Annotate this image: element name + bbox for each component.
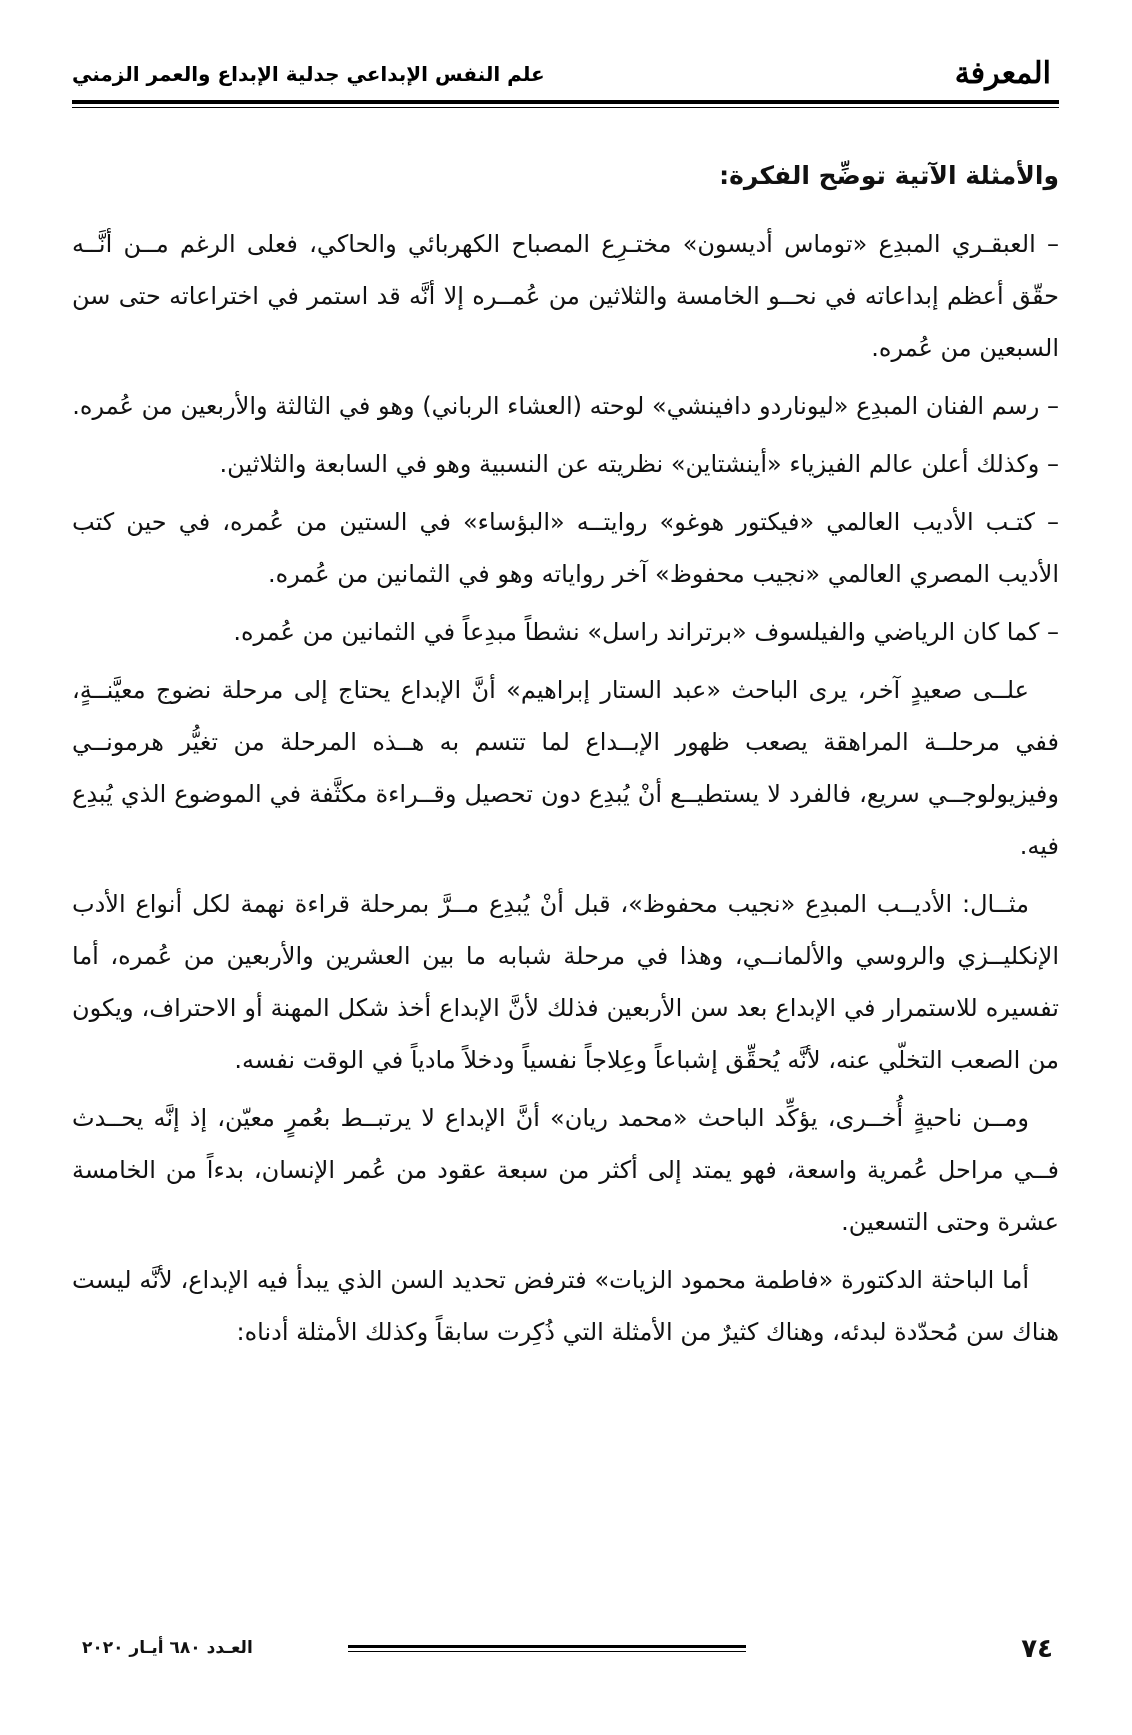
issue-info: العـدد ٦٨٠ أيـار ٢٠٢٠ — [82, 1638, 253, 1658]
section-heading: والأمثلة الآتية توضِّح الفكرة: — [719, 161, 1059, 190]
paragraph-edison: – العبقـري المبدِع «توماس أديسون» مختـرِع المصباح الكهربائي والحاكي، فعلى الرغم مــن أنَّــه حقّق أعظم إبداعاته في نحــو الخامسة والثلاثين من عُمــره إلا أنَّه قد استمر في اختراعاته حتى سن السبعين من عُمره. — [72, 230, 1059, 362]
paragraph-davinci: – رسم الفنان المبدِع «ليوناردو دافينشي» لوحته (العشاء الرباني) وهو في الثالثة والأربعين من عُمره. — [72, 392, 1059, 420]
paragraph-einstein: – وكذلك أعلن عالم الفيزياء «أينشتاين» نظريته عن النسبية وهو في السابعة والثلاثين. — [219, 450, 1059, 478]
header-rule-thick — [72, 100, 1059, 104]
header-rule-thin — [72, 107, 1059, 108]
page-header — [72, 52, 1059, 100]
running-title: علم النفس الإبداعي جدلية الإبداع والعمر الزمني — [72, 62, 545, 86]
article-body — [72, 150, 1059, 1364]
paragraph-zayyat: أما الباحثة الدكتورة «فاطمة محمود الزيات» فترفض تحديد السن الذي يبدأ فيه الإبداع، لأنَّه ليست هناك سن مُحدّدة لبدئه، وهناك كثيرٌ من الأمثلة التي ذُكِرت سابقاً وكذلك الأمثلة أدناه: — [72, 1266, 1059, 1346]
paragraph-hugo-mahfouz: – كتـب الأديب العالمي «فيكتور هوغو» روايتــه «البؤساء» في الستين من عُمره، في حين كتب الأديب المصري العالمي «نجيب محفوظ» آخر رواياته وهو في الثمانين من عُمره. — [72, 508, 1059, 588]
paragraph-abdel-sattar: علــى صعيدٍ آخر، يرى الباحث «عبد الستار إبراهيم» أنَّ الإبداع يحتاج إلى مرحلة نضوج معيَّنــةٍ، ففي مرحلــة المراهقة يصعب ظهور الإبــداع لما تتسم به هــذه المرحلة من تغيُّر هرمونــي وفيزيولوجــي سريع، فالفرد لا يستطيــع أنْ يُبدِع دون تحصيل وقــراءة مكثَّفة في الموضوع الذي يُبدِع فيه. — [72, 676, 1059, 860]
paragraph-russell: – كما كان الرياضي والفيلسوف «برتراند راسل» نشطاً مبدِعاً في الثمانين من عُمره. — [233, 618, 1059, 646]
page-footer — [72, 1632, 1059, 1672]
paragraph-example-mahfouz: مثــال: الأديــب المبدِع «نجيب محفوظ»، قبل أنْ يُبدِع مــرَّ بمرحلة قراءة نهمة لكل أنواع الأدب الإنكليــزي والروسي والألمانــي، وهذا في مرحلة شبابه ما بين العشرين والأربعين من عُمره، أما تفسيره للاستمرار في الإبداع بعد سن الأربعين فذلك لأنَّ الإبداع أخذ شكل المهنة أو الاحتراف، ويكون من الصعب التخلّي عنه، لأنَّه يُحقِّق إشباعاً وعِلاجاً نفسياً ودخلاً مادياً في الوقت نفسه. — [72, 890, 1059, 1074]
page-number: ٧٤ — [1021, 1634, 1053, 1664]
magazine-logo: المعرفة — [954, 56, 1051, 91]
paragraph-rayan: ومــن ناحيةٍ أُخــرى، يؤكِّد الباحث «محمد ريان» أنَّ الإبداع لا يرتبــط بعُمرٍ معيّن، إذ إنَّه يحــدث فــي مراحل عُمرية واسعة، فهو يمتد إلى أكثر من سبعة عقود من عُمر الإنسان، بدءاً من الخامسة عشرة وحتى التسعين. — [72, 1104, 1059, 1236]
